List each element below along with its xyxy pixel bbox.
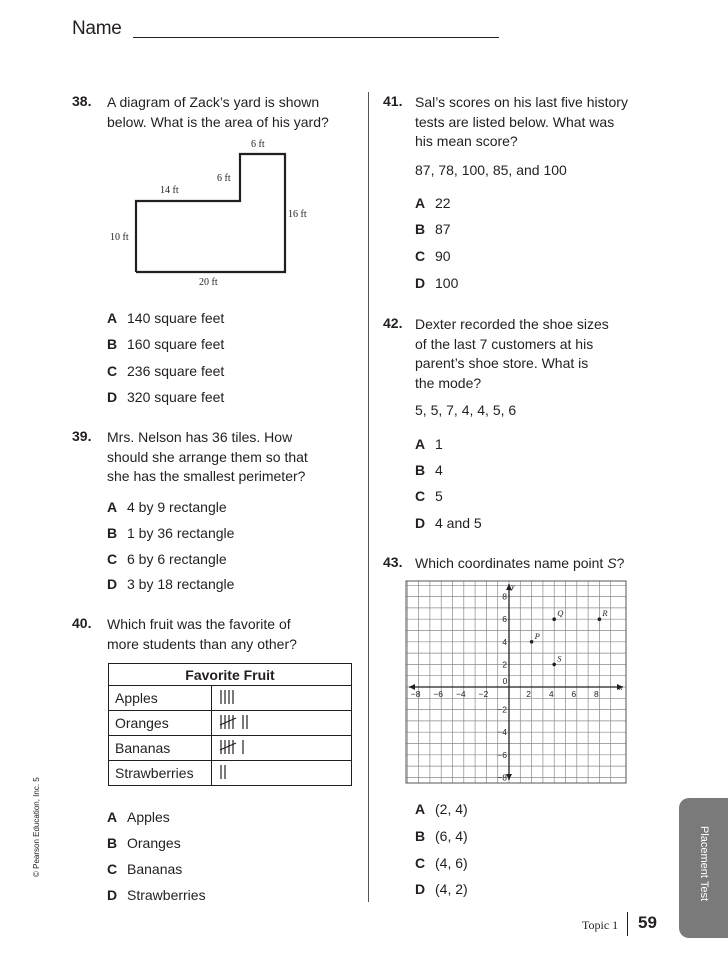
question-41-text: Sal’s scores on his last five history tests are listed below. What was his mean score? [415, 94, 628, 149]
table-title: Favorite Fruit [109, 664, 352, 686]
tally-cell [212, 711, 352, 736]
x-tick-label: −8 [410, 689, 421, 699]
x-axis-label: x [619, 683, 623, 692]
x-tick-label: 2 [526, 689, 531, 699]
copyright-text: © Pearson Education, Inc. 5 [32, 777, 41, 877]
label-14ft: 14 ft [160, 185, 179, 196]
tally-marks [218, 763, 278, 781]
q39-option-c[interactable]: C 6 by 6 rectangle [107, 551, 227, 567]
q41-option-c[interactable]: C 90 [415, 248, 451, 264]
table-row: Apples [109, 686, 352, 711]
label-16ft: 16 ft [288, 209, 307, 220]
y-axis-label: y [511, 582, 515, 591]
q40-option-c[interactable]: C Bananas [107, 861, 183, 877]
q40-option-b[interactable]: B Oranges [107, 835, 181, 851]
question-39-text: Mrs. Nelson has 36 tiles. How should she arrange them so that she has the smallest perimeter? [107, 429, 308, 484]
q41-option-d[interactable]: D 100 [415, 275, 459, 291]
y-tick-label: 2 [502, 659, 507, 670]
tally-strike [220, 718, 236, 725]
tally-cell [212, 686, 352, 711]
question-39-number: 39. [72, 428, 92, 444]
point-q [552, 617, 556, 621]
q40-option-a[interactable]: A Apples [107, 809, 170, 825]
y-tick-label: 4 [502, 636, 507, 647]
q42-option-a[interactable]: A 1 [415, 436, 443, 452]
q39-option-d[interactable]: D 3 by 18 rectangle [107, 576, 235, 592]
tally-marks [218, 738, 278, 756]
label-20ft: 20 ft [199, 277, 218, 288]
table-row: Bananas [109, 736, 352, 761]
q42-option-d[interactable]: D 4 and 5 [415, 515, 482, 531]
q42-data: 5, 5, 7, 4, 4, 5, 6 [415, 402, 517, 418]
x-tick-label: 8 [594, 689, 599, 699]
question-40-number: 40. [72, 615, 92, 631]
q43-option-b[interactable]: B (6, 4) [415, 828, 468, 844]
q41-option-b[interactable]: B 87 [415, 221, 451, 237]
point-p [530, 640, 534, 644]
tally-strike [220, 743, 236, 750]
x-tick-label: −2 [478, 689, 489, 699]
y-tick-label: −8 [497, 772, 507, 783]
tally-cell [212, 736, 352, 761]
question-43-text: Which coordinates name point S? [415, 555, 625, 571]
column-divider [368, 92, 369, 902]
q42-option-c[interactable]: C 5 [415, 488, 443, 504]
point-label-r: R [602, 608, 608, 619]
favorite-fruit-table [108, 663, 352, 786]
tally-cell [212, 761, 352, 786]
x-tick-label: −4 [455, 689, 466, 699]
y-tick-label: 6 [502, 614, 507, 625]
label-step-6ft: 6 ft [217, 173, 231, 184]
question-40-text: Which fruit was the favorite of more students than any other? [107, 616, 297, 652]
q43-option-c[interactable]: C (4, 6) [415, 855, 468, 871]
label-10ft: 10 ft [110, 232, 129, 243]
label-top-6ft: 6 ft [251, 139, 265, 150]
tally-marks [218, 688, 278, 706]
y-tick-label: −4 [497, 727, 507, 738]
footer-divider [627, 912, 628, 936]
q39-option-a[interactable]: A 4 by 9 rectangle [107, 499, 227, 515]
y-tick-label: −6 [497, 749, 507, 760]
x-tick-label: −6 [433, 689, 444, 699]
q40-option-d[interactable]: D Strawberries [107, 887, 206, 903]
question-41-number: 41. [383, 93, 403, 109]
placement-test-label: Placement Test [698, 826, 710, 902]
question-42-text: Dexter recorded the shoe sizes of the last 7 customers at his parent’s shoe store. What is the mode? [415, 316, 609, 391]
point-label-s: S [557, 653, 562, 664]
q39-option-b[interactable]: B 1 by 36 rectangle [107, 525, 235, 541]
question-38-text: A diagram of Zack’s yard is shown below. What is the area of his yard? [107, 94, 329, 130]
x-tick-label: 0 [502, 676, 508, 686]
point-label-p: P [534, 630, 540, 641]
question-38-number: 38. [72, 93, 92, 109]
table-row: Strawberries [109, 761, 352, 786]
table-row: Oranges [109, 711, 352, 736]
y-tick-label: 8 [502, 591, 507, 602]
x-tick-label: 4 [548, 689, 554, 699]
grid-border [406, 581, 626, 783]
q42-option-b[interactable]: B 4 [415, 462, 443, 478]
name-line[interactable] [133, 37, 499, 38]
point-r [598, 617, 602, 621]
q38-option-a[interactable]: A 140 square feet [107, 310, 225, 326]
question-43-number: 43. [383, 554, 403, 570]
x-tick-label: 6 [571, 689, 577, 699]
page-number: 59 [638, 913, 657, 932]
y-tick-label: −2 [497, 704, 507, 715]
q41-option-a[interactable]: A 22 [415, 195, 451, 211]
q38-option-c[interactable]: C 236 square feet [107, 363, 225, 379]
topic-label: Topic 1 [582, 918, 619, 932]
q38-option-d[interactable]: D 320 square feet [107, 389, 225, 405]
question-42-number: 42. [383, 315, 403, 331]
q41-data: 87, 78, 100, 85, and 100 [415, 162, 567, 178]
point-label-q: Q [557, 608, 564, 619]
name-label: Name [72, 18, 122, 39]
q38-option-b[interactable]: B 160 square feet [107, 336, 225, 352]
q43-option-a[interactable]: A (2, 4) [415, 801, 468, 817]
coordinate-grid [405, 580, 627, 784]
q43-option-d[interactable]: D (4, 2) [415, 881, 468, 897]
tally-marks [218, 713, 278, 731]
point-s [552, 663, 556, 667]
